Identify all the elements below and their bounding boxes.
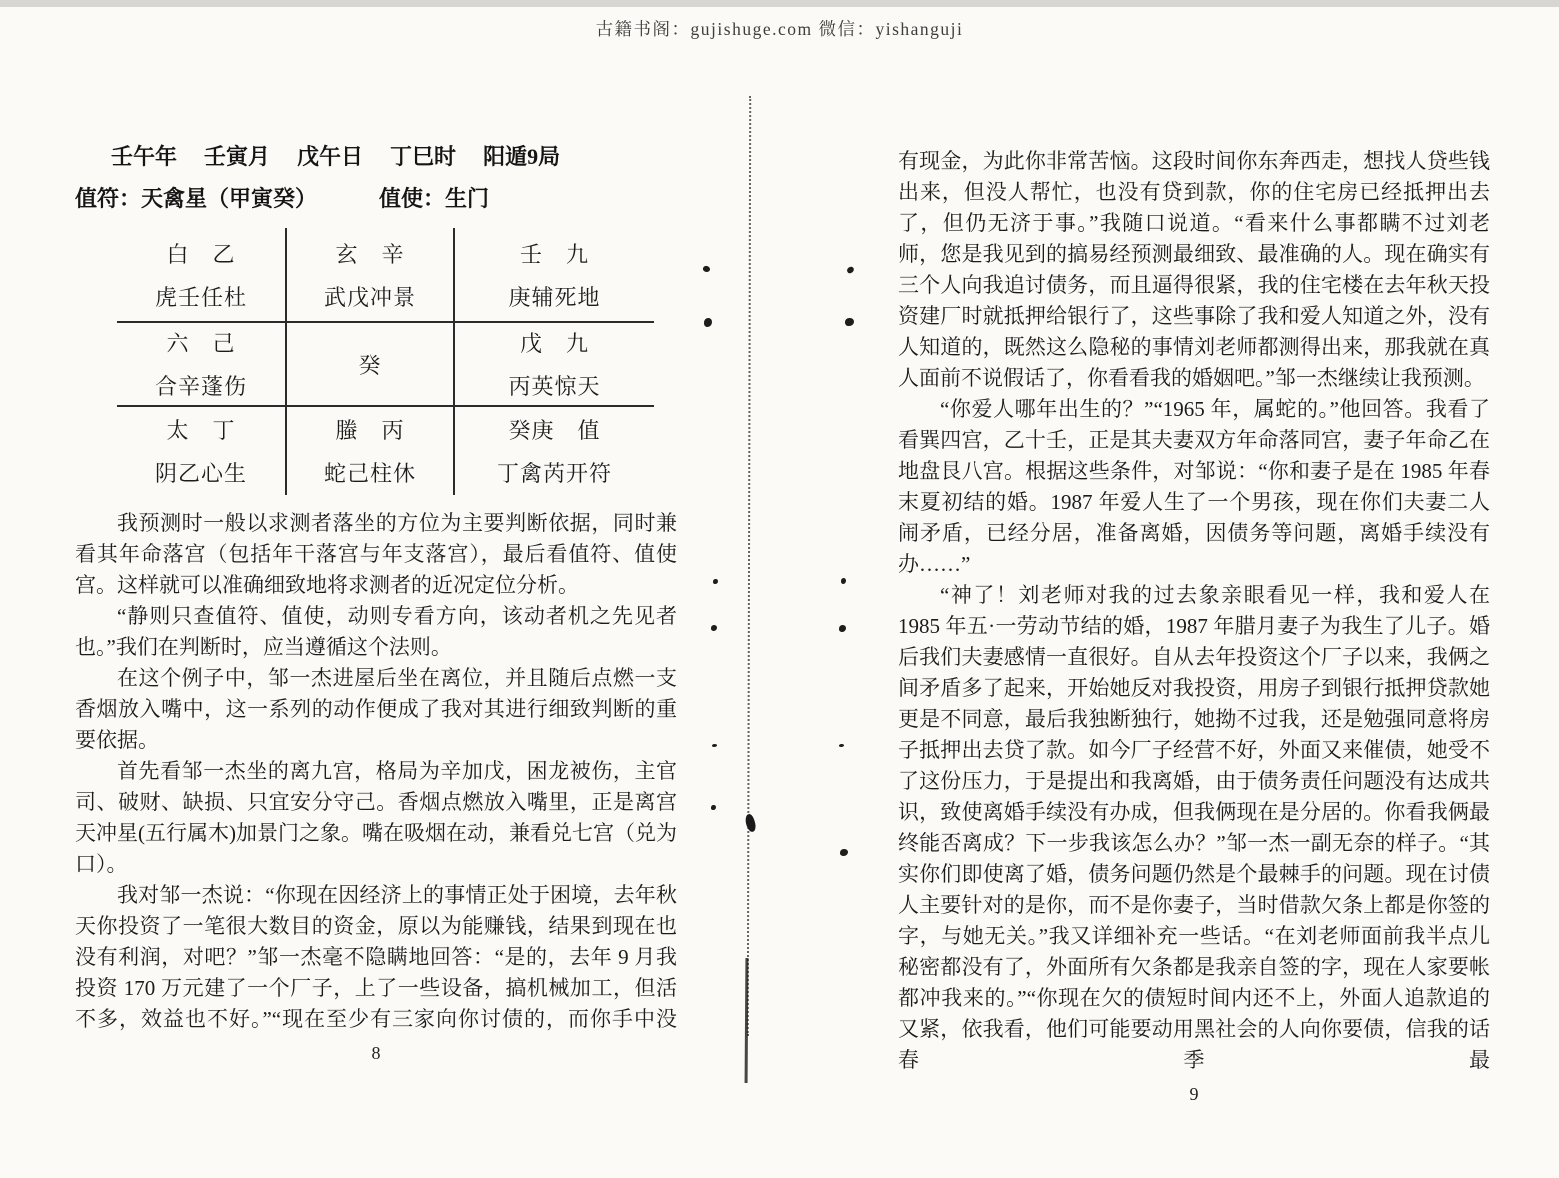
ink-speck [712,744,717,747]
grid-cell-line1: 玄 辛 [335,241,405,267]
grid-cell-line1: 壬 九 [519,241,589,267]
grid-cell-line2: 丁禽芮开符 [496,461,612,486]
grid-cell-line1: 戊 九 [519,331,589,356]
ink-speck [839,744,844,747]
page-number-left: 8 [371,1043,381,1063]
ink-speck [702,265,711,274]
ink-speck [846,266,855,274]
ink-speck [840,849,848,856]
dun-ju-label: 阳遁9局 [483,144,561,169]
body-paragraph: 有现金，为此你非常苦恼。这段时间你东奔西走，想找人贷些钱出来，但没人帮忙，也没有贷到款，你的住宅房已经抵押出去了，但仍无济于事。”我随口说道。“看来什么事都瞒不过刘老师，您是我见到的搞易经预测最细致、最准确的人。现在确实有三个人向我追讨债务，而且逼得很紧，我的住宅楼在去年秋天投资建厂时就抵押给银行了，这些事除了我和爱人知道之外，没有人知道的，既然这么隐秘的事情刘老师都测得出来，那我就在真人面前不说假话了，你看看我的婚姻吧。”邹一杰继续让我预测。 [898,149,1490,390]
grid-cell-qian6 [455,407,654,495]
grid-cell-line2: 阴乙心生 [154,461,247,486]
zhishi-label: 值使：生门 [379,186,490,211]
grid-cell-line2: 合辛蓬伤 [154,374,247,399]
grid-cell-line1: 癸 [358,352,382,378]
ink-speck [711,805,716,810]
binding-fold-line [747,96,751,1036]
body-paragraph: 首先看邹一杰坐的离九宫，格局为辛加戊，困龙被伤，主官司、破财、缺损、只宜安分守己。香烟点燃放入嘴里，正是离宫天冲星(五行属木)加景门之象。嘴在吸烟在动，兼看兑七宫（兑为口）。 [75,759,677,876]
grid-cell-li9 [287,228,455,323]
grid-cell-line1: 六 己 [166,331,236,356]
grid-cell-line1: 太 丁 [166,418,236,443]
zhifu-label: 值符：天禽星（甲寅癸） [75,186,318,211]
grid-cell-line1: 癸庚 值 [508,418,601,443]
body-paragraph: 我对邹一杰说：“你现在因经济上的事情正处于困境，去年秋天你投资了一笔很大数目的资金，原以为能赚钱，结果到现在也没有利润，对吧？”邹一杰毫不隐瞒地回答：“是的，去年 9 月我投资 170 万元建了一个厂子，上了一些设备，搞机械加工，但活不多，效益也不好。”“现在至少有三家向你讨债的，而你手中没 [75,883,677,1031]
ink-speck [704,318,712,327]
grid-cell-kan1 [287,407,455,495]
watermark: 古籍书阁：gujishuge.com 微信：yishanguji [595,19,964,39]
grid-cell-zhen3 [117,323,287,407]
grid-cell-gen8 [117,407,287,495]
ink-speck [839,625,846,632]
ganzhi-day: 戊午日 [297,144,364,169]
body-paragraph: “你爱人哪年出生的？”“1965 年，属蛇的。”他回答。我看了看巽四宫，乙十壬，正是其夫妻双方年命落同宫，妻子年命乙在地盘艮八宫。根据这些条件，对邹说：“你和妻子是在 1985 年春末夏初结的婚。1987 年爱人生了一个男孩，现在你们夫妻二人闹矛盾，已经分居，准备离婚，因债务等问题，离婚手续没有办……” [898,397,1490,576]
grid-cell-xun4 [117,228,287,323]
qimen-grid [117,228,654,495]
grid-cell-line1: 螣 丙 [335,418,405,443]
ink-blob [743,813,757,833]
ink-speck [713,579,718,584]
ganzhi-hour: 丁巳时 [390,144,457,169]
ink-speck [845,318,854,326]
body-paragraph: 我预测时一般以求测者落坐的方位为主要判断依据，同时兼看其年命落宫（包括年干落宫与年支落宫），最后看值符、值使宫。这样就可以准确细致地将求测者的近况定位分析。 [75,511,677,597]
page-right [898,146,1490,1105]
ink-speck [711,625,717,631]
grid-cell-line2: 武戊冲景 [323,284,416,310]
ganzhi-month: 壬寅月 [204,144,271,169]
ganzhi-header [111,140,677,171]
grid-cell-line2: 蛇己柱休 [323,461,416,486]
right-body-text [898,146,1490,1076]
grid-cell-line1: 白 乙 [166,241,236,267]
grid-cell-dui7 [455,323,654,407]
ganzhi-year: 壬午年 [111,144,178,169]
grid-cell-kun2 [455,228,654,323]
grid-cell-line2: 虎壬任杜 [154,284,247,310]
body-paragraph: 在这个例子中，邹一杰进屋后坐在离位，并且随后点燃一支香烟放入嘴中，这一系列的动作便成了我对其进行细致判断的重要依据。 [75,666,677,752]
scan-edge-strip [0,0,1559,7]
grid-cell-center5 [287,323,455,407]
binding-fold-line-dense [745,958,749,1083]
left-body-text [75,508,677,1035]
body-paragraph: “静则只查值符、值使，动则专看方向，该动者机之先见者也。”我们在判断时，应当遵循这个法则。 [75,604,677,659]
body-paragraph: “神了！刘老师对我的过去象亲眼看见一样，我和爱人在 1985 年五·一劳动节结的婚，1987 年腊月妻子为我生了儿子。婚后我们夫妻感情一直很好。自从去年投资这个厂子以来，我俩之间矛盾多了起来，开始她反对我投资，用房子到银行抵押贷款她更是不同意，最后我独断独行，她拗不过我，还是勉强同意将房子抵押出去贷了款。如今厂子经营不好，外面又来催债，她受不了这份压力，于是提出和我离婚，由于债务责任问题没有达成共识，致使离婚手续没有办成，但我俩现在是分居的。你看我俩最终能否离成？下一步我该怎么办？”邹一杰一副无奈的样子。“其实你们即使离了婚，债务问题仍然是个最棘手的问题。现在讨债人主要针对的是你，而不是你妻子，当时借款欠条上都是你签的字，与她无关。”我又详细补充一些话。“在刘老师面前我半点儿秘密都没有了，外面所有欠条都是我亲自签的字，现在人家要帐都冲我来的。”“你现在欠的债短时间内还不上，外面人追款追的又紧，依我看，他们可能要动用黑社会的人向你要债，信我的话春季最 [898,583,1490,1072]
grid-cell-line2: 庚辅死地 [508,284,601,310]
grid-cell-line2: 丙英惊天 [508,374,601,399]
ink-speck [841,578,846,584]
page-number-right: 9 [1189,1084,1199,1104]
page-left [75,140,677,1064]
zhifu-zhishi-line [75,182,677,213]
